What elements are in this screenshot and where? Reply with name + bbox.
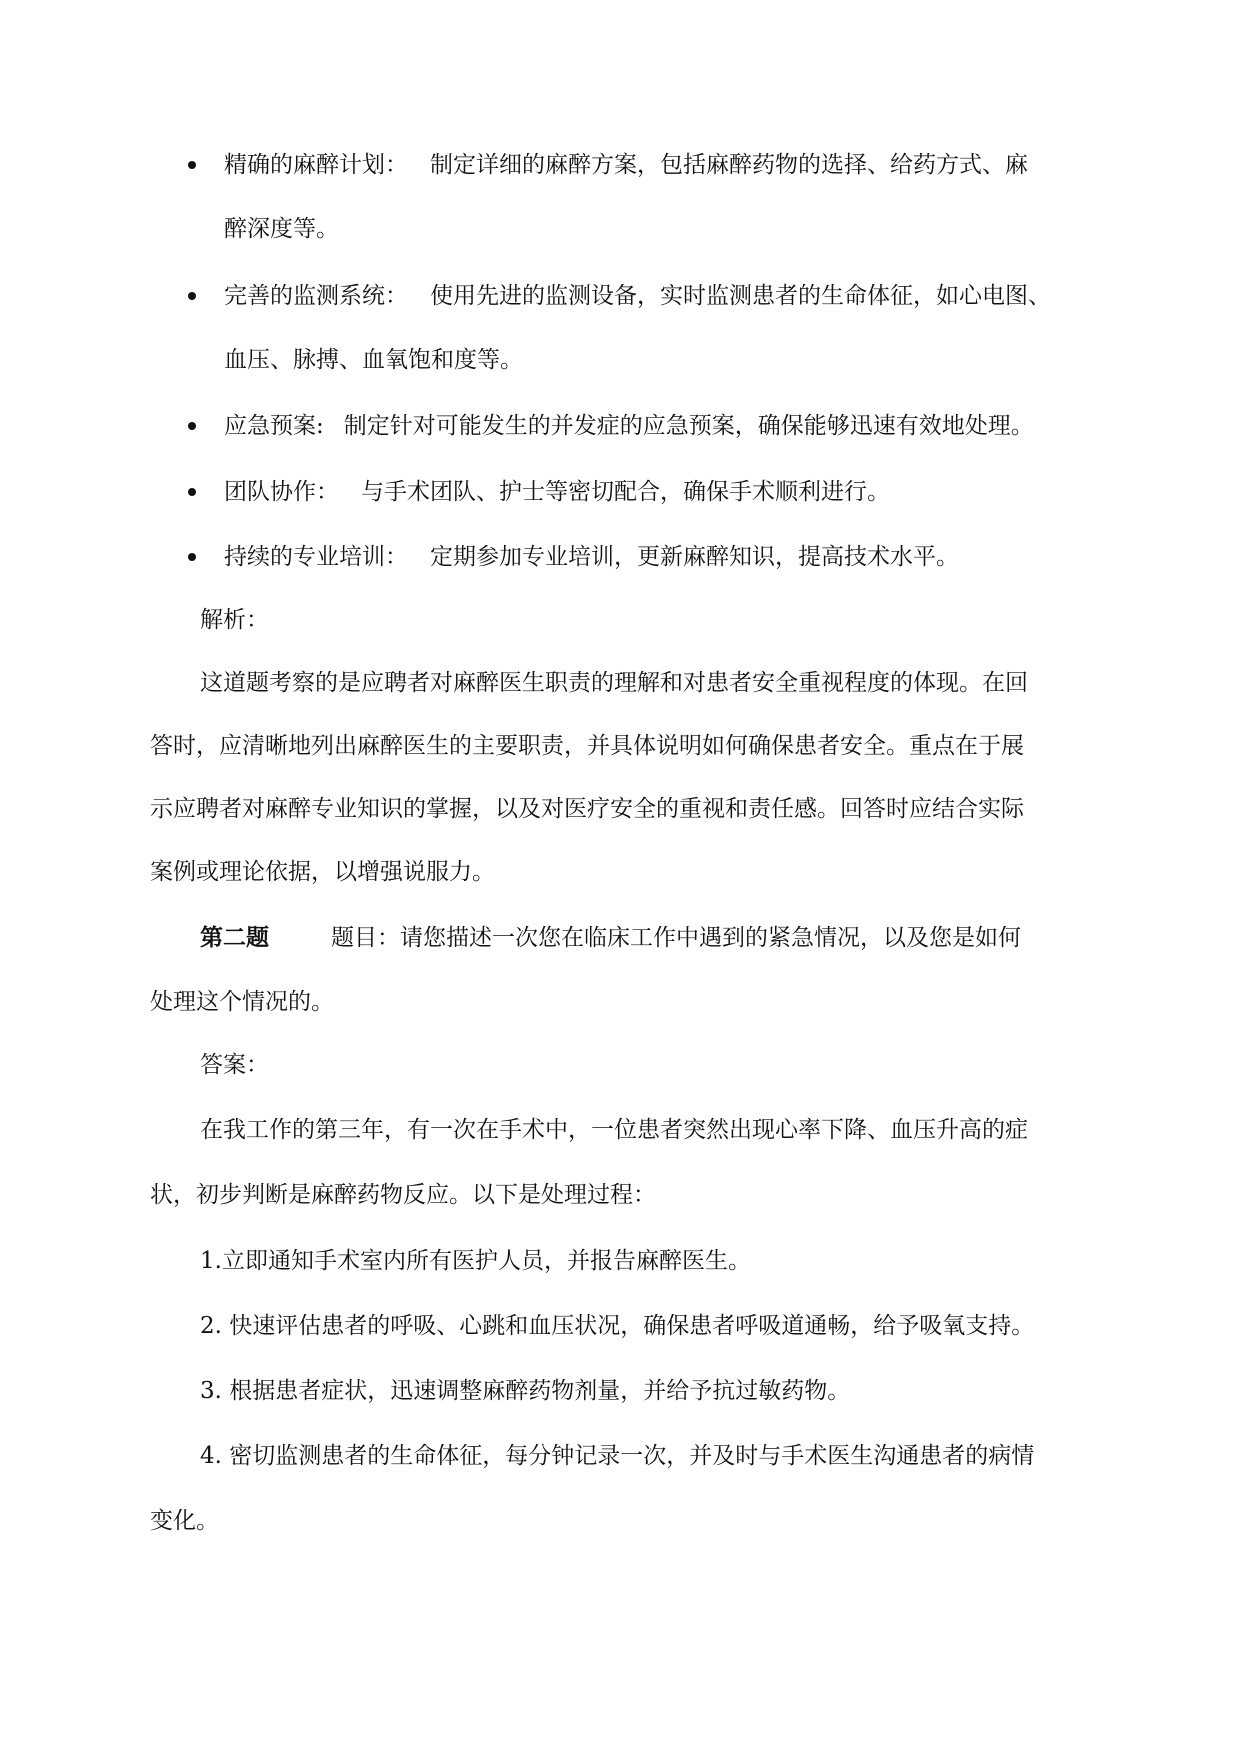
- analysis-line: 案例或理论依据，以增强说服力。: [150, 859, 495, 885]
- answer-step: 2. 快速评估患者的呼吸、心跳和血压状况，确保患者呼吸道通畅，给予吸氧支持。: [200, 1313, 1035, 1339]
- bullet-item: [224, 411, 1034, 441]
- answer-label: 答案：: [200, 1052, 269, 1078]
- bullet-dot: [188, 553, 196, 561]
- analysis-line: 示应聘者对麻醉专业知识的掌握，以及对医疗安全的重视和责任感。回答时应结合实际: [150, 796, 1024, 822]
- bullet-continuation: 血压、脉搏、血氧饱和度等。: [224, 347, 523, 373]
- bullet-text: 使用先进的监测设备，实时监测患者的生命体征，如心电图、: [430, 283, 1051, 309]
- bullet-term: 应急预案:: [224, 413, 324, 439]
- question-number: 第二题: [200, 924, 269, 951]
- answer-step: 4. 密切监测患者的生命体征，每分钟记录一次，并及时与手术医生沟通患者的病情: [200, 1443, 1035, 1469]
- bullet-dot: [188, 422, 196, 430]
- analysis-label: 解析：: [200, 607, 269, 633]
- question-heading: [200, 923, 1021, 953]
- bullet-text: 定期参加专业培训，更新麻醉知识，提高技术水平。: [430, 544, 959, 570]
- answer-step-continuation: 变化。: [150, 1508, 219, 1534]
- question-prompt-continuation: 处理这个情况的。: [150, 989, 334, 1015]
- bullet-term: 完善的监测系统：: [224, 283, 408, 309]
- bullet-item: [224, 150, 1028, 180]
- bullet-dot: [188, 292, 196, 300]
- answer-intro-line: 在我工作的第三年，有一次在手术中，一位患者突然出现心率下降、血压升高的症: [200, 1117, 1028, 1143]
- answer-step: 1.立即通知手术室内所有医护人员，并报告麻醉医生。: [200, 1248, 751, 1274]
- analysis-line: 这道题考察的是应聘者对麻醉医生职责的理解和对患者安全重视程度的体现。在回: [200, 670, 1028, 696]
- bullet-text: 与手术团队、护士等密切配合，确保手术顺利进行。: [361, 479, 890, 505]
- answer-intro-line: 状，初步判断是麻醉药物反应。以下是处理过程：: [150, 1182, 656, 1208]
- bullet-term: 团队协作：: [224, 479, 339, 505]
- analysis-line: 答时，应清晰地列出麻醉医生的主要职责，并具体说明如何确保患者安全。重点在于展: [150, 733, 1024, 759]
- answer-step: 3. 根据患者症状，迅速调整麻醉药物剂量，并给予抗过敏药物。: [200, 1378, 851, 1404]
- bullet-text: 制定针对可能发生的并发症的应急预案，确保能够迅速有效地处理。: [343, 413, 1034, 439]
- bullet-term: 精确的麻醉计划：: [224, 152, 408, 178]
- bullet-term: 持续的专业培训：: [224, 544, 408, 570]
- question-prompt: 题目：请您描述一次您在临床工作中遇到的紧急情况，以及您是如何: [331, 925, 1021, 951]
- bullet-dot: [188, 488, 196, 496]
- bullet-text: 制定详细的麻醉方案，包括麻醉药物的选择、给药方式、麻: [430, 152, 1028, 178]
- bullet-continuation: 醉深度等。: [224, 216, 339, 242]
- bullet-item: [224, 477, 890, 507]
- bullet-dot: [188, 161, 196, 169]
- bullet-item: [224, 281, 1051, 311]
- bullet-item: [224, 542, 959, 572]
